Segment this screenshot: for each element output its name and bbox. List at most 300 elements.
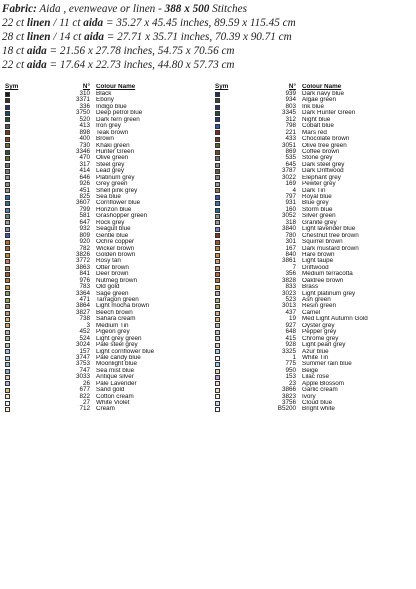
colour-swatch bbox=[215, 111, 220, 116]
dmc-number: 520 bbox=[79, 115, 90, 123]
colour-name: Dark Driftwood bbox=[302, 168, 344, 175]
colour-swatch bbox=[5, 150, 10, 155]
dmc-number: 712 bbox=[79, 405, 90, 413]
colour-swatch bbox=[215, 278, 220, 283]
dmc-number: 803 bbox=[285, 102, 296, 110]
colour-swatch bbox=[215, 169, 220, 174]
dmc-number: 3863 bbox=[75, 263, 90, 271]
symbol-cell bbox=[2, 105, 40, 110]
fabric-name: linen bbox=[26, 17, 51, 29]
dmc-number: 535 bbox=[285, 154, 296, 162]
symbol-cell bbox=[2, 214, 40, 219]
symbol-cell bbox=[2, 272, 40, 277]
colour-swatch bbox=[215, 388, 220, 393]
dmc-number: 950 bbox=[285, 366, 296, 374]
colour-name: Hare brown bbox=[302, 251, 335, 258]
colour-name: Light cornflower blue bbox=[96, 348, 155, 355]
dmc-number: 1 bbox=[292, 353, 296, 361]
symbol-cell bbox=[212, 401, 252, 406]
colour-name: Wicker brown bbox=[96, 245, 135, 252]
symbol-cell bbox=[2, 388, 40, 393]
colour-name: Khaki green bbox=[96, 142, 130, 149]
symbol-cell bbox=[2, 259, 40, 264]
symbol-cell bbox=[212, 195, 252, 200]
dmc-number: 3345 bbox=[281, 109, 296, 117]
colour-name: Brass bbox=[302, 284, 319, 291]
dmc-number: 3823 bbox=[281, 392, 296, 400]
colour-name: White Violet bbox=[96, 400, 130, 406]
dmc-number: 221 bbox=[285, 128, 296, 136]
symbol-cell bbox=[212, 143, 252, 148]
symbol-cell bbox=[2, 156, 40, 161]
colour-swatch bbox=[215, 246, 220, 251]
colour-swatch bbox=[5, 227, 10, 232]
dmc-number: 798 bbox=[285, 122, 296, 130]
colour-name: Sea mist blue bbox=[96, 367, 135, 374]
colour-swatch bbox=[5, 349, 10, 354]
dmc-number: 932 bbox=[79, 225, 90, 233]
dmc-number: 648 bbox=[285, 328, 296, 336]
colour-name: Bright white bbox=[302, 406, 335, 413]
symbol-cell bbox=[2, 343, 40, 348]
colour-name: Seagull blue bbox=[96, 226, 131, 233]
colour-swatch bbox=[5, 175, 10, 180]
dmc-number: 471 bbox=[79, 296, 90, 303]
symbol-cell bbox=[212, 169, 252, 174]
dmc-number: 3022 bbox=[281, 173, 296, 181]
dmc-number: 3024 bbox=[75, 341, 90, 349]
dmc-number: 27 bbox=[82, 399, 90, 406]
symbol-cell bbox=[2, 336, 40, 341]
symbol-cell bbox=[212, 259, 252, 264]
colour-row bbox=[2, 406, 208, 412]
colour-swatch bbox=[215, 124, 220, 129]
dmc-number: 169 bbox=[285, 180, 296, 188]
separator: - bbox=[155, 3, 165, 15]
colour-swatch bbox=[215, 253, 220, 258]
dmc-number: 3364 bbox=[75, 289, 90, 297]
colour-name: Light grey green bbox=[96, 335, 142, 342]
colour-swatch bbox=[215, 272, 220, 277]
colour-name: Medium terracotta bbox=[302, 271, 353, 278]
colour-name: Oaktree brown bbox=[302, 277, 344, 284]
colour-swatch bbox=[215, 175, 220, 180]
dmc-number: 3747 bbox=[75, 353, 90, 361]
colour-swatch bbox=[5, 291, 10, 296]
dmc-number: 747 bbox=[79, 366, 90, 374]
dmc-number: 730 bbox=[79, 141, 90, 149]
symbol-cell bbox=[212, 343, 252, 348]
dmc-number: 869 bbox=[285, 147, 296, 155]
dmc-number: 920 bbox=[79, 238, 90, 246]
symbol-cell bbox=[212, 369, 252, 374]
symbol-cell bbox=[2, 182, 40, 187]
colour-swatch bbox=[5, 369, 10, 374]
colour-name: Dark Hunter Green bbox=[302, 110, 356, 117]
colour-swatch bbox=[5, 323, 10, 328]
colour-swatch bbox=[215, 362, 220, 367]
colour-name: Light pearl grey bbox=[302, 342, 346, 349]
colour-swatch bbox=[215, 343, 220, 348]
colour-name: Beech brown bbox=[96, 309, 133, 316]
symbol-cell bbox=[212, 336, 252, 341]
colour-swatch bbox=[5, 105, 10, 110]
fabric-line bbox=[2, 2, 414, 16]
dmc-number: 3828 bbox=[281, 276, 296, 284]
colour-name: Summer rain blue bbox=[302, 361, 352, 368]
colour-swatch bbox=[215, 98, 220, 103]
colour-name: Resin green bbox=[302, 303, 336, 310]
colour-swatch bbox=[5, 259, 10, 264]
symbol-cell bbox=[212, 311, 252, 316]
symbol-cell bbox=[2, 278, 40, 283]
count-prefix: 22 ct bbox=[2, 17, 27, 29]
colour-name: Med Light Autumn Gold bbox=[302, 316, 368, 323]
fabric-name: aida bbox=[26, 59, 47, 71]
colour-name: Pale steel grey bbox=[96, 342, 138, 349]
colour-swatch bbox=[215, 356, 220, 361]
dmc-number: 841 bbox=[79, 270, 90, 278]
colour-name: Golden brown bbox=[96, 251, 136, 258]
colour-name: Tarragon green bbox=[96, 297, 139, 303]
colour-name: Pale Lavender bbox=[96, 380, 137, 387]
colour-name: Dark steel grey bbox=[302, 161, 345, 168]
colour-swatch bbox=[215, 195, 220, 200]
symbol-cell bbox=[212, 272, 252, 277]
stitches-word: Stitches bbox=[209, 3, 247, 15]
symbol-cell bbox=[212, 227, 252, 232]
fabric-label: Fabric: bbox=[2, 3, 37, 15]
dmc-number: 433 bbox=[285, 135, 296, 143]
dmc-number: 738 bbox=[79, 315, 90, 323]
symbol-cell bbox=[2, 356, 40, 361]
dmc-number: 581 bbox=[79, 212, 90, 220]
dmc-number: 3023 bbox=[281, 289, 296, 297]
colour-name: White Tin bbox=[302, 354, 329, 361]
colour-name: Dark Tin bbox=[302, 187, 326, 194]
size-line-28ct-linen bbox=[2, 30, 414, 44]
dmc-number: 19 bbox=[288, 315, 296, 323]
symbol-cell bbox=[212, 266, 252, 271]
colour-swatch bbox=[215, 381, 220, 386]
colour-name: Mars red bbox=[302, 129, 327, 136]
dmc-number: 3866 bbox=[281, 386, 296, 394]
symbol-cell bbox=[212, 394, 252, 399]
fabric-name: aida bbox=[26, 45, 47, 57]
symbol-cell bbox=[212, 214, 252, 219]
dmc-number: 301 bbox=[285, 238, 296, 246]
colour-name: Shell pink grey bbox=[96, 187, 138, 194]
dmc-number: 3826 bbox=[75, 250, 90, 258]
size-line-22ct-linen bbox=[2, 16, 414, 30]
symbol-cell bbox=[212, 92, 252, 97]
colour-swatch bbox=[215, 163, 220, 168]
symbol-cell bbox=[2, 317, 40, 322]
colour-swatch bbox=[5, 137, 10, 142]
colour-swatch bbox=[5, 214, 10, 219]
symbol-cell bbox=[2, 188, 40, 193]
symbol-cell bbox=[212, 362, 252, 367]
colour-swatch bbox=[5, 298, 10, 303]
dmc-number: 356 bbox=[285, 270, 296, 278]
colour-swatch bbox=[215, 188, 220, 193]
symbol-cell bbox=[212, 150, 252, 155]
dmc-number: 7 bbox=[292, 263, 296, 271]
colour-swatch bbox=[5, 278, 10, 283]
colour-name: Horizon blue bbox=[96, 206, 132, 213]
symbol-cell bbox=[2, 381, 40, 386]
dmc-number: 782 bbox=[79, 244, 90, 252]
symbol-cell bbox=[212, 240, 252, 245]
symbol-cell bbox=[2, 401, 40, 406]
dmc-number: 927 bbox=[285, 321, 296, 329]
number-header: N° bbox=[82, 83, 90, 91]
colour-swatch bbox=[215, 182, 220, 187]
dmc-number: 3787 bbox=[281, 167, 296, 175]
symbol-cell bbox=[212, 105, 252, 110]
symbol-cell bbox=[2, 349, 40, 354]
symbol-cell bbox=[2, 304, 40, 309]
colour-swatch bbox=[5, 375, 10, 380]
colour-name: Nutmeg brown bbox=[96, 277, 137, 284]
colour-swatch bbox=[215, 336, 220, 341]
dmc-number: 318 bbox=[285, 218, 296, 226]
dmc-number: 833 bbox=[285, 283, 296, 291]
dmc-number: 400 bbox=[79, 135, 90, 143]
colour-name: Cotton cream bbox=[96, 393, 134, 400]
colour-name: Cobalt blue bbox=[302, 123, 334, 130]
dmc-number: 413 bbox=[79, 122, 90, 130]
dmc-number: 928 bbox=[285, 341, 296, 349]
dmc-number: 646 bbox=[79, 173, 90, 181]
symbol-cell bbox=[212, 246, 252, 251]
colour-swatch bbox=[215, 330, 220, 335]
dmc-number: 3 bbox=[86, 321, 90, 329]
dmc-number: 451 bbox=[79, 186, 90, 194]
symbol-cell bbox=[2, 240, 40, 245]
colour-swatch bbox=[5, 182, 10, 187]
dmc-number: 677 bbox=[79, 386, 90, 394]
dmc-number: B5200 bbox=[277, 405, 296, 413]
colour-swatch bbox=[215, 233, 220, 238]
colour-swatch bbox=[215, 143, 220, 148]
colour-swatch bbox=[5, 233, 10, 238]
colour-swatch bbox=[215, 201, 220, 206]
colour-name: Platinum grey bbox=[96, 174, 135, 181]
colour-swatch bbox=[215, 240, 220, 245]
colour-swatch bbox=[5, 98, 10, 103]
colour-name: Oyster grey bbox=[302, 322, 335, 329]
symbol-cell bbox=[2, 201, 40, 206]
symbol-cell bbox=[2, 285, 40, 290]
symbol-cell bbox=[212, 253, 252, 258]
colour-name: Ink blue bbox=[302, 103, 325, 110]
symbol-cell bbox=[212, 407, 252, 412]
symbol-cell bbox=[212, 375, 252, 380]
colour-name: Coffee brown bbox=[302, 148, 340, 155]
colour-swatch bbox=[5, 304, 10, 309]
colour-name: Dark navy blue bbox=[302, 91, 344, 97]
colour-name: Grey green bbox=[96, 181, 128, 188]
dmc-number: 3772 bbox=[75, 257, 90, 265]
dmc-number: 414 bbox=[79, 167, 90, 175]
colour-name: Cream bbox=[96, 406, 115, 413]
symbol-cell bbox=[2, 246, 40, 251]
dmc-number: 780 bbox=[285, 231, 296, 239]
colour-name: Brown bbox=[96, 136, 114, 143]
sym-header: Sym bbox=[5, 83, 19, 91]
symbol-cell bbox=[212, 201, 252, 206]
colour-swatch bbox=[5, 188, 10, 193]
colour-swatch bbox=[215, 401, 220, 406]
colour-name: Pepper grey bbox=[302, 329, 337, 336]
colour-name: Medium Tin bbox=[96, 322, 129, 329]
dmc-number: 524 bbox=[79, 334, 90, 342]
colour-swatch bbox=[215, 394, 220, 399]
symbol-cell bbox=[2, 117, 40, 122]
dmc-number: 931 bbox=[285, 199, 296, 207]
dmc-number: 310 bbox=[79, 90, 90, 97]
colour-name: Apple Blossom bbox=[302, 380, 344, 387]
dmc-number: 809 bbox=[79, 231, 90, 239]
colour-swatch bbox=[215, 208, 220, 213]
colour-swatch bbox=[215, 130, 220, 135]
dmc-number: 312 bbox=[285, 115, 296, 123]
colour-swatch bbox=[215, 92, 220, 97]
colour-swatch bbox=[215, 407, 220, 412]
dmc-number: 4 bbox=[292, 186, 296, 194]
dmc-number: 415 bbox=[285, 334, 296, 342]
symbol-cell bbox=[212, 349, 252, 354]
symbol-cell bbox=[212, 188, 252, 193]
symbol-cell bbox=[212, 208, 252, 213]
colour-swatch bbox=[215, 137, 220, 142]
symbol-cell bbox=[212, 388, 252, 393]
colour-swatch bbox=[5, 169, 10, 174]
colour-name: Ivory bbox=[302, 393, 316, 400]
colour-name: Black bbox=[96, 91, 112, 97]
symbol-cell bbox=[212, 175, 252, 180]
colour-swatch bbox=[215, 117, 220, 122]
sym-header: Sym bbox=[215, 83, 229, 91]
symbol-cell bbox=[2, 195, 40, 200]
symbol-cell bbox=[2, 169, 40, 174]
colour-swatch bbox=[5, 156, 10, 161]
colour-swatch bbox=[215, 298, 220, 303]
dmc-number: 775 bbox=[285, 360, 296, 368]
colour-name: Driftwood bbox=[302, 264, 329, 271]
colour-swatch bbox=[215, 317, 220, 322]
count-prefix: 28 ct bbox=[2, 31, 27, 43]
dmc-number: 437 bbox=[285, 308, 296, 316]
colour-swatch bbox=[5, 240, 10, 245]
colour-name: Algae green bbox=[302, 97, 336, 104]
symbol-cell bbox=[2, 227, 40, 232]
colour-name: Light mocha brown bbox=[96, 303, 150, 310]
colour-swatch bbox=[215, 227, 220, 232]
colour-swatch bbox=[5, 266, 10, 271]
colour-swatch bbox=[5, 130, 10, 135]
colour-name: Grashopper green bbox=[96, 213, 148, 220]
symbol-cell bbox=[212, 220, 252, 225]
symbol-cell bbox=[212, 317, 252, 322]
dimensions: = 17.64 x 22.73 inches, 44.80 x 57.73 cm bbox=[46, 59, 235, 71]
dmc-number: 822 bbox=[79, 392, 90, 400]
colour-swatch bbox=[5, 388, 10, 393]
colour-name: Steel grey bbox=[96, 161, 125, 168]
symbol-cell bbox=[2, 266, 40, 271]
symbol-cell bbox=[212, 323, 252, 328]
colour-name: Squirrel brown bbox=[302, 239, 343, 246]
colour-name: Chocolate brown bbox=[302, 136, 350, 143]
colour-swatch bbox=[5, 381, 10, 386]
colour-name: Otter brown bbox=[96, 264, 129, 271]
colour-name: Light taupe bbox=[302, 258, 334, 265]
dmc-number: 3371 bbox=[75, 96, 90, 104]
colour-name: Cloud blue bbox=[302, 400, 333, 406]
colour-name: Cornflower blue bbox=[96, 200, 141, 207]
colour-swatch bbox=[5, 201, 10, 206]
dmc-number: 939 bbox=[285, 90, 296, 97]
colour-row bbox=[212, 406, 416, 412]
colour-swatch bbox=[215, 375, 220, 380]
colour-name: Moonlight blue bbox=[96, 361, 137, 368]
dmc-number: 3607 bbox=[75, 199, 90, 207]
dmc-number: 523 bbox=[285, 296, 296, 303]
dmc-number: 3325 bbox=[281, 347, 296, 355]
colour-swatch bbox=[5, 272, 10, 277]
symbol-cell bbox=[212, 98, 252, 103]
symbol-cell bbox=[2, 369, 40, 374]
colour-name: Night blue bbox=[302, 116, 331, 123]
dmc-number: 3840 bbox=[281, 225, 296, 233]
symbol-cell bbox=[2, 130, 40, 135]
symbol-cell bbox=[2, 150, 40, 155]
dmc-number: 3827 bbox=[75, 308, 90, 316]
number-header: N° bbox=[288, 83, 296, 91]
symbol-cell bbox=[212, 330, 252, 335]
colour-name: Chrome grey bbox=[302, 335, 339, 342]
dimensions: = 35.27 x 45.45 inches, 89.59 x 115.45 cm bbox=[103, 17, 296, 29]
colour-swatch bbox=[215, 323, 220, 328]
symbol-cell bbox=[212, 381, 252, 386]
symbol-cell bbox=[212, 233, 252, 238]
colour-name: Sahara cream bbox=[96, 316, 136, 323]
dmc-number: 153 bbox=[285, 373, 296, 381]
dmc-number: 3051 bbox=[281, 141, 296, 149]
column-header bbox=[2, 84, 208, 91]
colour-name: Sage green bbox=[96, 290, 129, 297]
colour-name: Deep petrol blue bbox=[96, 110, 143, 117]
colour-swatch bbox=[5, 401, 10, 406]
symbol-cell bbox=[212, 111, 252, 116]
colour-name: Rosy tan bbox=[96, 258, 121, 265]
colour-swatch bbox=[5, 343, 10, 348]
dmc-number: 157 bbox=[79, 347, 90, 355]
symbol-cell bbox=[2, 163, 40, 168]
symbol-cell bbox=[212, 117, 252, 122]
symbol-cell bbox=[2, 143, 40, 148]
dmc-number: 647 bbox=[79, 218, 90, 226]
colour-swatch bbox=[5, 92, 10, 97]
colour-swatch bbox=[5, 330, 10, 335]
symbol-cell bbox=[212, 304, 252, 309]
colour-swatch bbox=[215, 105, 220, 110]
colour-name: Light lavender blue bbox=[302, 226, 356, 233]
dmc-number: 3864 bbox=[75, 302, 90, 310]
symbol-cell bbox=[212, 291, 252, 296]
symbol-cell bbox=[2, 298, 40, 303]
